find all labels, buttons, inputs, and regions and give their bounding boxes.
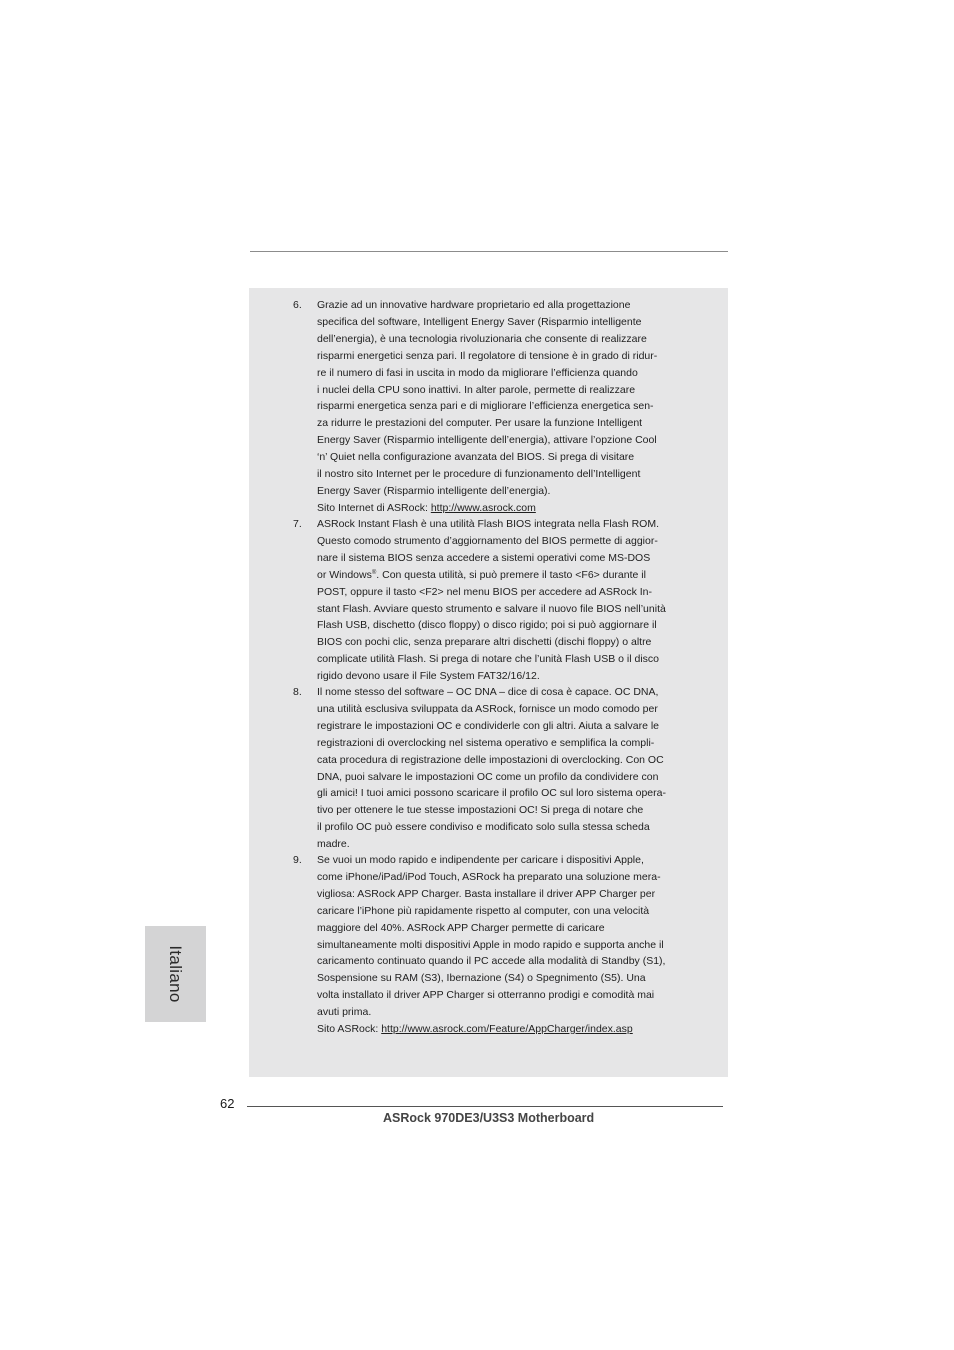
text-fragment: . Con questa utilità, si può premere il tasto <F6> durante il [376, 568, 646, 581]
text-line: madre. [317, 838, 350, 851]
website-label: Sito ASRock: [317, 1023, 382, 1036]
text-line: Sospensione su RAM (S3), Ibernazione (S4) o Spegnimento (S5). Una [317, 972, 646, 985]
item-text [317, 852, 713, 1038]
item-number: 6. [293, 299, 302, 311]
text-fragment: or Windows [317, 568, 372, 581]
text-line: volta installato il driver APP Charger si otterranno prodigi e comodità mai [317, 989, 655, 1002]
text-line: il profilo OC può essere condiviso e modificato solo sulla stessa scheda [317, 821, 650, 834]
text-line: registrazioni di overclocking nel sistema operativo e semplifica la compli- [317, 736, 655, 749]
footer-title: ASRock 970DE3/U3S3 Motherboard [383, 1111, 595, 1125]
text-line: Energy Saver (Risparmio intelligente dell’energia). [317, 484, 551, 497]
item-text [317, 684, 713, 853]
text-line: simultaneamente molti dispositivi Apple in modo rapido e supporta anche il [317, 938, 664, 951]
app-charger-link[interactable]: http://www.asrock.com/Feature/AppCharger/index.asp [381, 1023, 633, 1036]
text-line: Il nome stesso del software – OC DNA – dice di cosa è capace. OC DNA, [317, 686, 659, 698]
text-line: za ridurre le prestazioni del computer. Per usare la funzione Intelligent [317, 417, 643, 430]
text-line: Flash USB, dischetto (disco floppy) o disco rigido; poi si può aggiornare il [317, 619, 657, 632]
text-line: ‘n’ Quiet nella configurazione avanzata del BIOS. Si prega di visitare [317, 451, 635, 464]
text-line: Grazie ad un innovative hardware proprietario ed alla progettazione [317, 299, 631, 311]
text-line: re il numero di fasi in uscita in modo da migliorare l’efficienza quando [317, 366, 638, 379]
text-line: risparmi energetici senza pari. Il regolatore di tensione è in grado di ridur- [317, 349, 658, 362]
text-line: una utilità esclusiva sviluppata da ASRock, fornisce un modo comodo per [317, 702, 658, 715]
page-number: 62 [220, 1096, 235, 1111]
text-line: complicate utilità Flash. Si prega di notare che l’unità Flash USB o il disco [317, 653, 659, 666]
text-line: stant Flash. Avviare questo strumento e salvare il nuovo file BIOS nell’unità [317, 602, 666, 615]
text-line: il nostro sito Internet per le procedure di funzionamento dell’Intelligent [317, 468, 641, 481]
website-line [317, 500, 713, 517]
language-tab [145, 926, 206, 1022]
text-line: vigliosa: ASRock APP Charger. Basta installare il driver APP Charger per [317, 887, 656, 900]
text-line: gli amici! I tuoi amici possono scaricare il profilo OC sul loro sistema opera- [317, 787, 666, 800]
text-line [317, 567, 713, 584]
website-line [317, 1021, 713, 1038]
text-line: cata procedura di registrazione delle impostazioni di overclocking. Con OC [317, 753, 664, 766]
registered-mark: ® [371, 569, 377, 576]
website-label: Sito Internet di ASRock: [317, 501, 431, 514]
text-line: risparmi energetica senza pari e di migliorare l’efficienza energetica sen- [317, 400, 654, 413]
asrock-website-link[interactable]: http://www.asrock.com [430, 501, 536, 514]
text-line: i nuclei della CPU sono inattivi. In alter parole, permette di realizzare [317, 383, 636, 396]
text-line: tivo per ottenere le tue stesse impostazioni OC! Si prega di notare che [317, 804, 644, 817]
text-line: dell’energia), è una tecnologia rivoluzionaria che consente di realizzare [317, 332, 647, 345]
text-line: POST, oppure il tasto <F2> nel menu BIOS per accedere ad ASRock In- [317, 585, 653, 598]
item-text [317, 516, 713, 685]
text-line: Energy Saver (Risparmio intelligente dell’energia), attivare l’opzione Cool [317, 434, 657, 447]
item-text [317, 297, 713, 517]
text-line: registrare le impostazioni OC e condividerle con gli altri. Aiuta a salvare le [317, 719, 659, 732]
item-number: 7. [293, 518, 302, 530]
text-line: come iPhone/iPad/iPod Touch, ASRock ha preparato una soluzione mera- [317, 870, 661, 883]
text-line: DNA, puoi salvare le impostazioni OC come un profilo da condividere con [317, 770, 659, 783]
text-line: avuti prima. [317, 1006, 372, 1019]
text-line: rigido devono usare il File System FAT32/16/12. [317, 670, 540, 683]
text-line: nare il sistema BIOS senza accedere a sistemi operativi come MS-DOS [317, 551, 651, 564]
text-line: BIOS con pochi clic, senza preparare altri dischetti (dischi floppy) o altre [317, 636, 652, 649]
text-line: caricamento continuato quando il PC accede alla modalità di Standby (S1), [317, 955, 666, 968]
text-line: caricare l’iPhone più rapidamente rispetto al computer, con una velocità [317, 904, 650, 917]
footer-divider [247, 1106, 723, 1107]
text-line: ASRock Instant Flash è una utilità Flash BIOS integrata nella Flash ROM. [317, 518, 659, 530]
text-line: maggiore del 40%. ASRock APP Charger permette di caricare [317, 921, 605, 934]
text-line: Questo comodo strumento d’aggiornamento del BIOS permette di aggior- [317, 534, 658, 547]
text-line: specifica del software, Intelligent Energy Saver (Risparmio intelligente [317, 315, 642, 328]
item-number: 8. [293, 686, 302, 698]
top-divider [250, 251, 728, 252]
item-number: 9. [293, 854, 302, 866]
text-line: Se vuoi un modo rapido e indipendente per caricare i dispositivi Apple, [317, 854, 644, 866]
language-label: Italiano [166, 945, 185, 1003]
